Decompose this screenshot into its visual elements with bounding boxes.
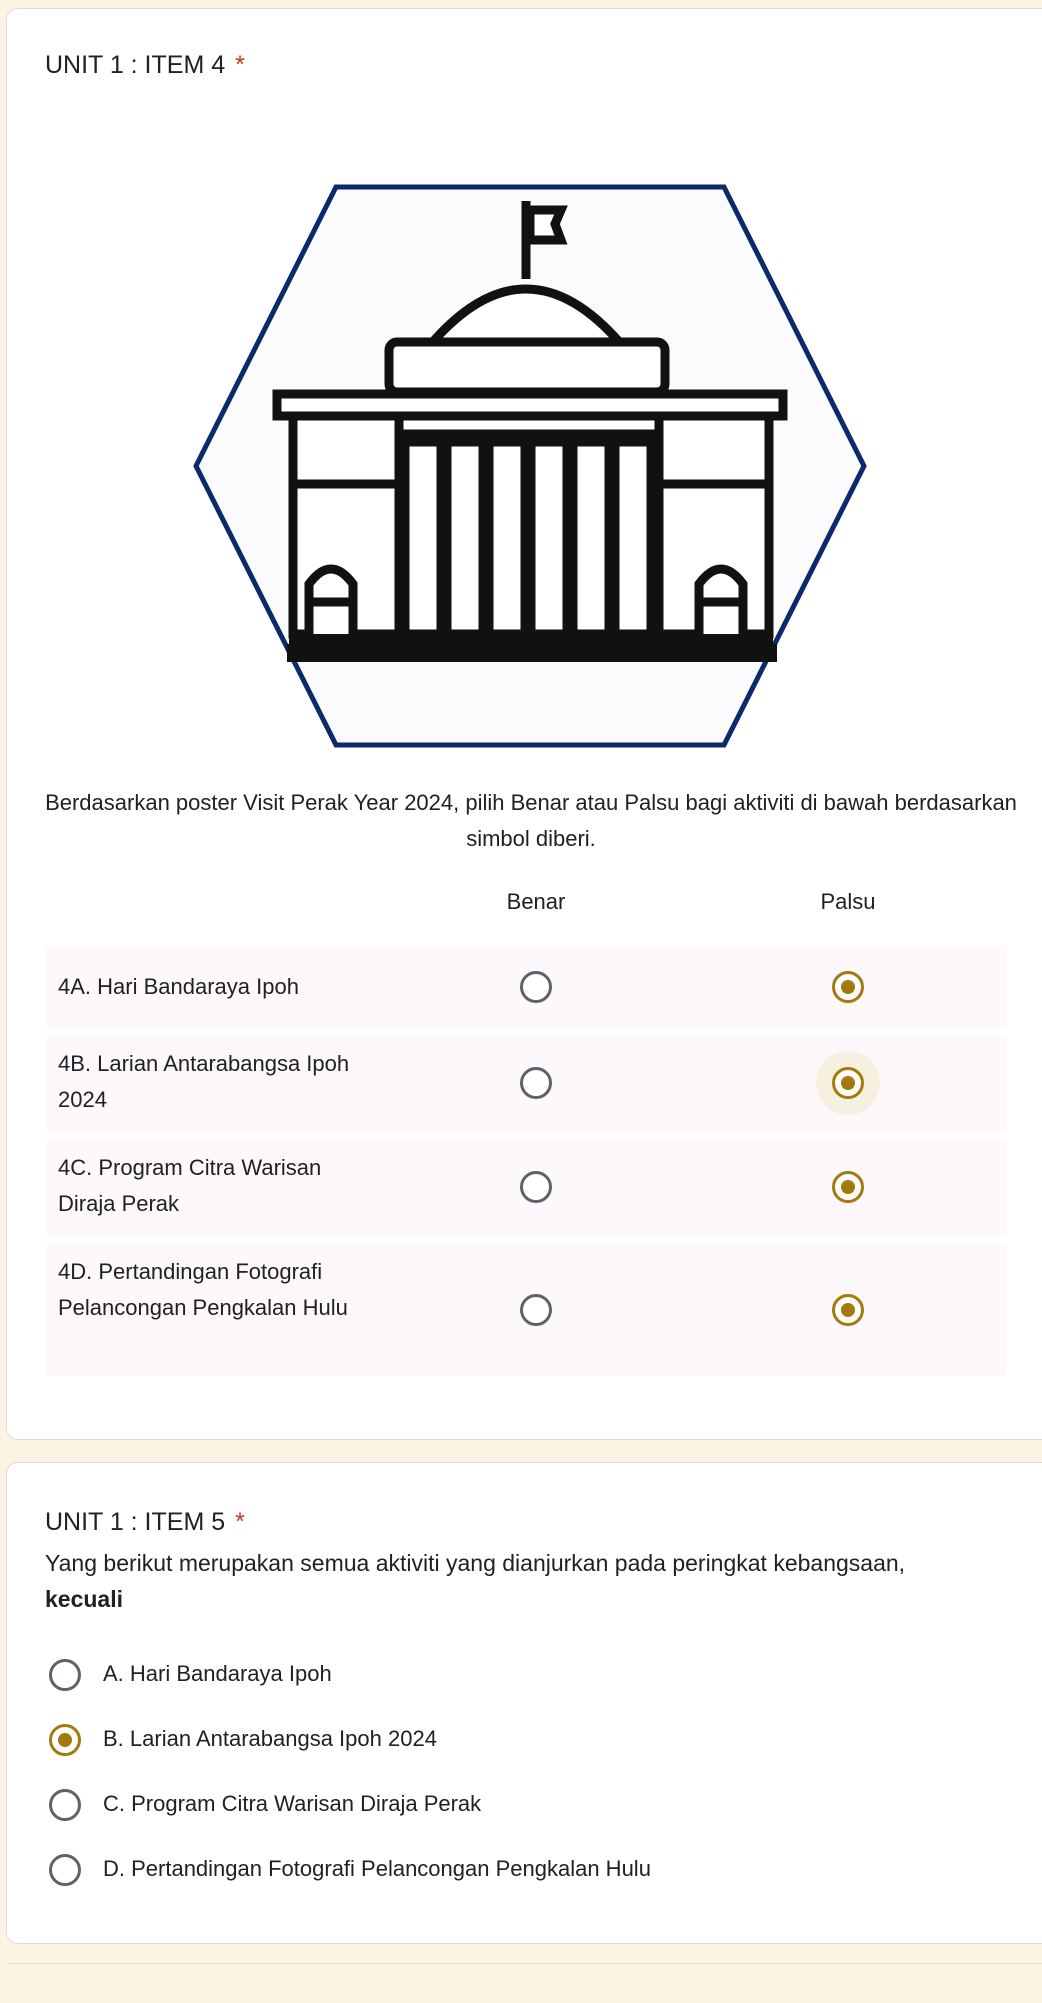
radio-palsu-4a[interactable] [832,971,864,1003]
option-b[interactable] [45,1720,945,1760]
column-header-benar: Benar [506,889,566,914]
question-title: UNIT 1 : ITEM 5 * [45,1508,245,1536]
row-label: 4C. Program Citra Warisan Diraja Perak [58,1155,322,1216]
grid-row-4c [45,1140,1007,1236]
question-title: UNIT 1 : ITEM 4 * [45,51,245,79]
radio-option-d[interactable] [49,1854,81,1886]
option-d[interactable] [45,1850,945,1890]
radio-option-c[interactable] [49,1789,81,1821]
option-c[interactable] [45,1785,945,1825]
grid-row-4b [45,1036,1007,1132]
question-card-item-5 [6,1462,1042,1944]
radio-benar-4a[interactable] [520,971,552,1003]
question-card-item-4 [6,8,1042,1440]
radio-option-b[interactable] [49,1724,81,1756]
required-asterisk: * [235,1508,245,1536]
question-description: Yang berikut merupakan semua aktiviti yang dianjurkan pada peringkat kebangsaan, kecuali [45,1550,906,1612]
radio-option-a[interactable] [49,1659,81,1691]
radio-palsu-4c[interactable] [832,1171,864,1203]
grid-row-4a [45,946,1007,1028]
option-label: D. Pertandingan Fotografi Pelancongan Pengkalan Hulu [103,1856,651,1881]
option-a[interactable] [45,1655,945,1695]
row-label: 4A. Hari Bandaraya Ipoh [58,974,299,999]
radio-benar-4d[interactable] [520,1294,552,1326]
government-building-hexagon-icon [193,184,867,749]
column-header-palsu: Palsu [820,889,876,914]
radio-benar-4b[interactable] [520,1067,552,1099]
radio-palsu-4d[interactable] [832,1294,864,1326]
option-label: B. Larian Antarabangsa Ipoh 2024 [103,1726,437,1751]
question-prompt: Berdasarkan poster Visit Perak Year 2024, pilih Benar atau Palsu bagi aktiviti di bawah berdasarkan simbol diberi. [45,790,1017,851]
required-asterisk: * [235,51,245,79]
grid-row-4d [45,1244,1007,1376]
row-label: 4B. Larian Antarabangsa Ipoh 2024 [58,1051,350,1112]
row-label: 4D. Pertandingan Fotografi Pelancongan Pengkalan Hulu [58,1259,348,1320]
radio-benar-4c[interactable] [520,1171,552,1203]
emphasis-text: kecuali [45,1586,123,1612]
option-label: A. Hari Bandaraya Ipoh [103,1661,332,1686]
radio-palsu-4b[interactable] [832,1067,864,1099]
divider [6,1963,1042,1964]
option-label: C. Program Citra Warisan Diraja Perak [103,1791,482,1816]
